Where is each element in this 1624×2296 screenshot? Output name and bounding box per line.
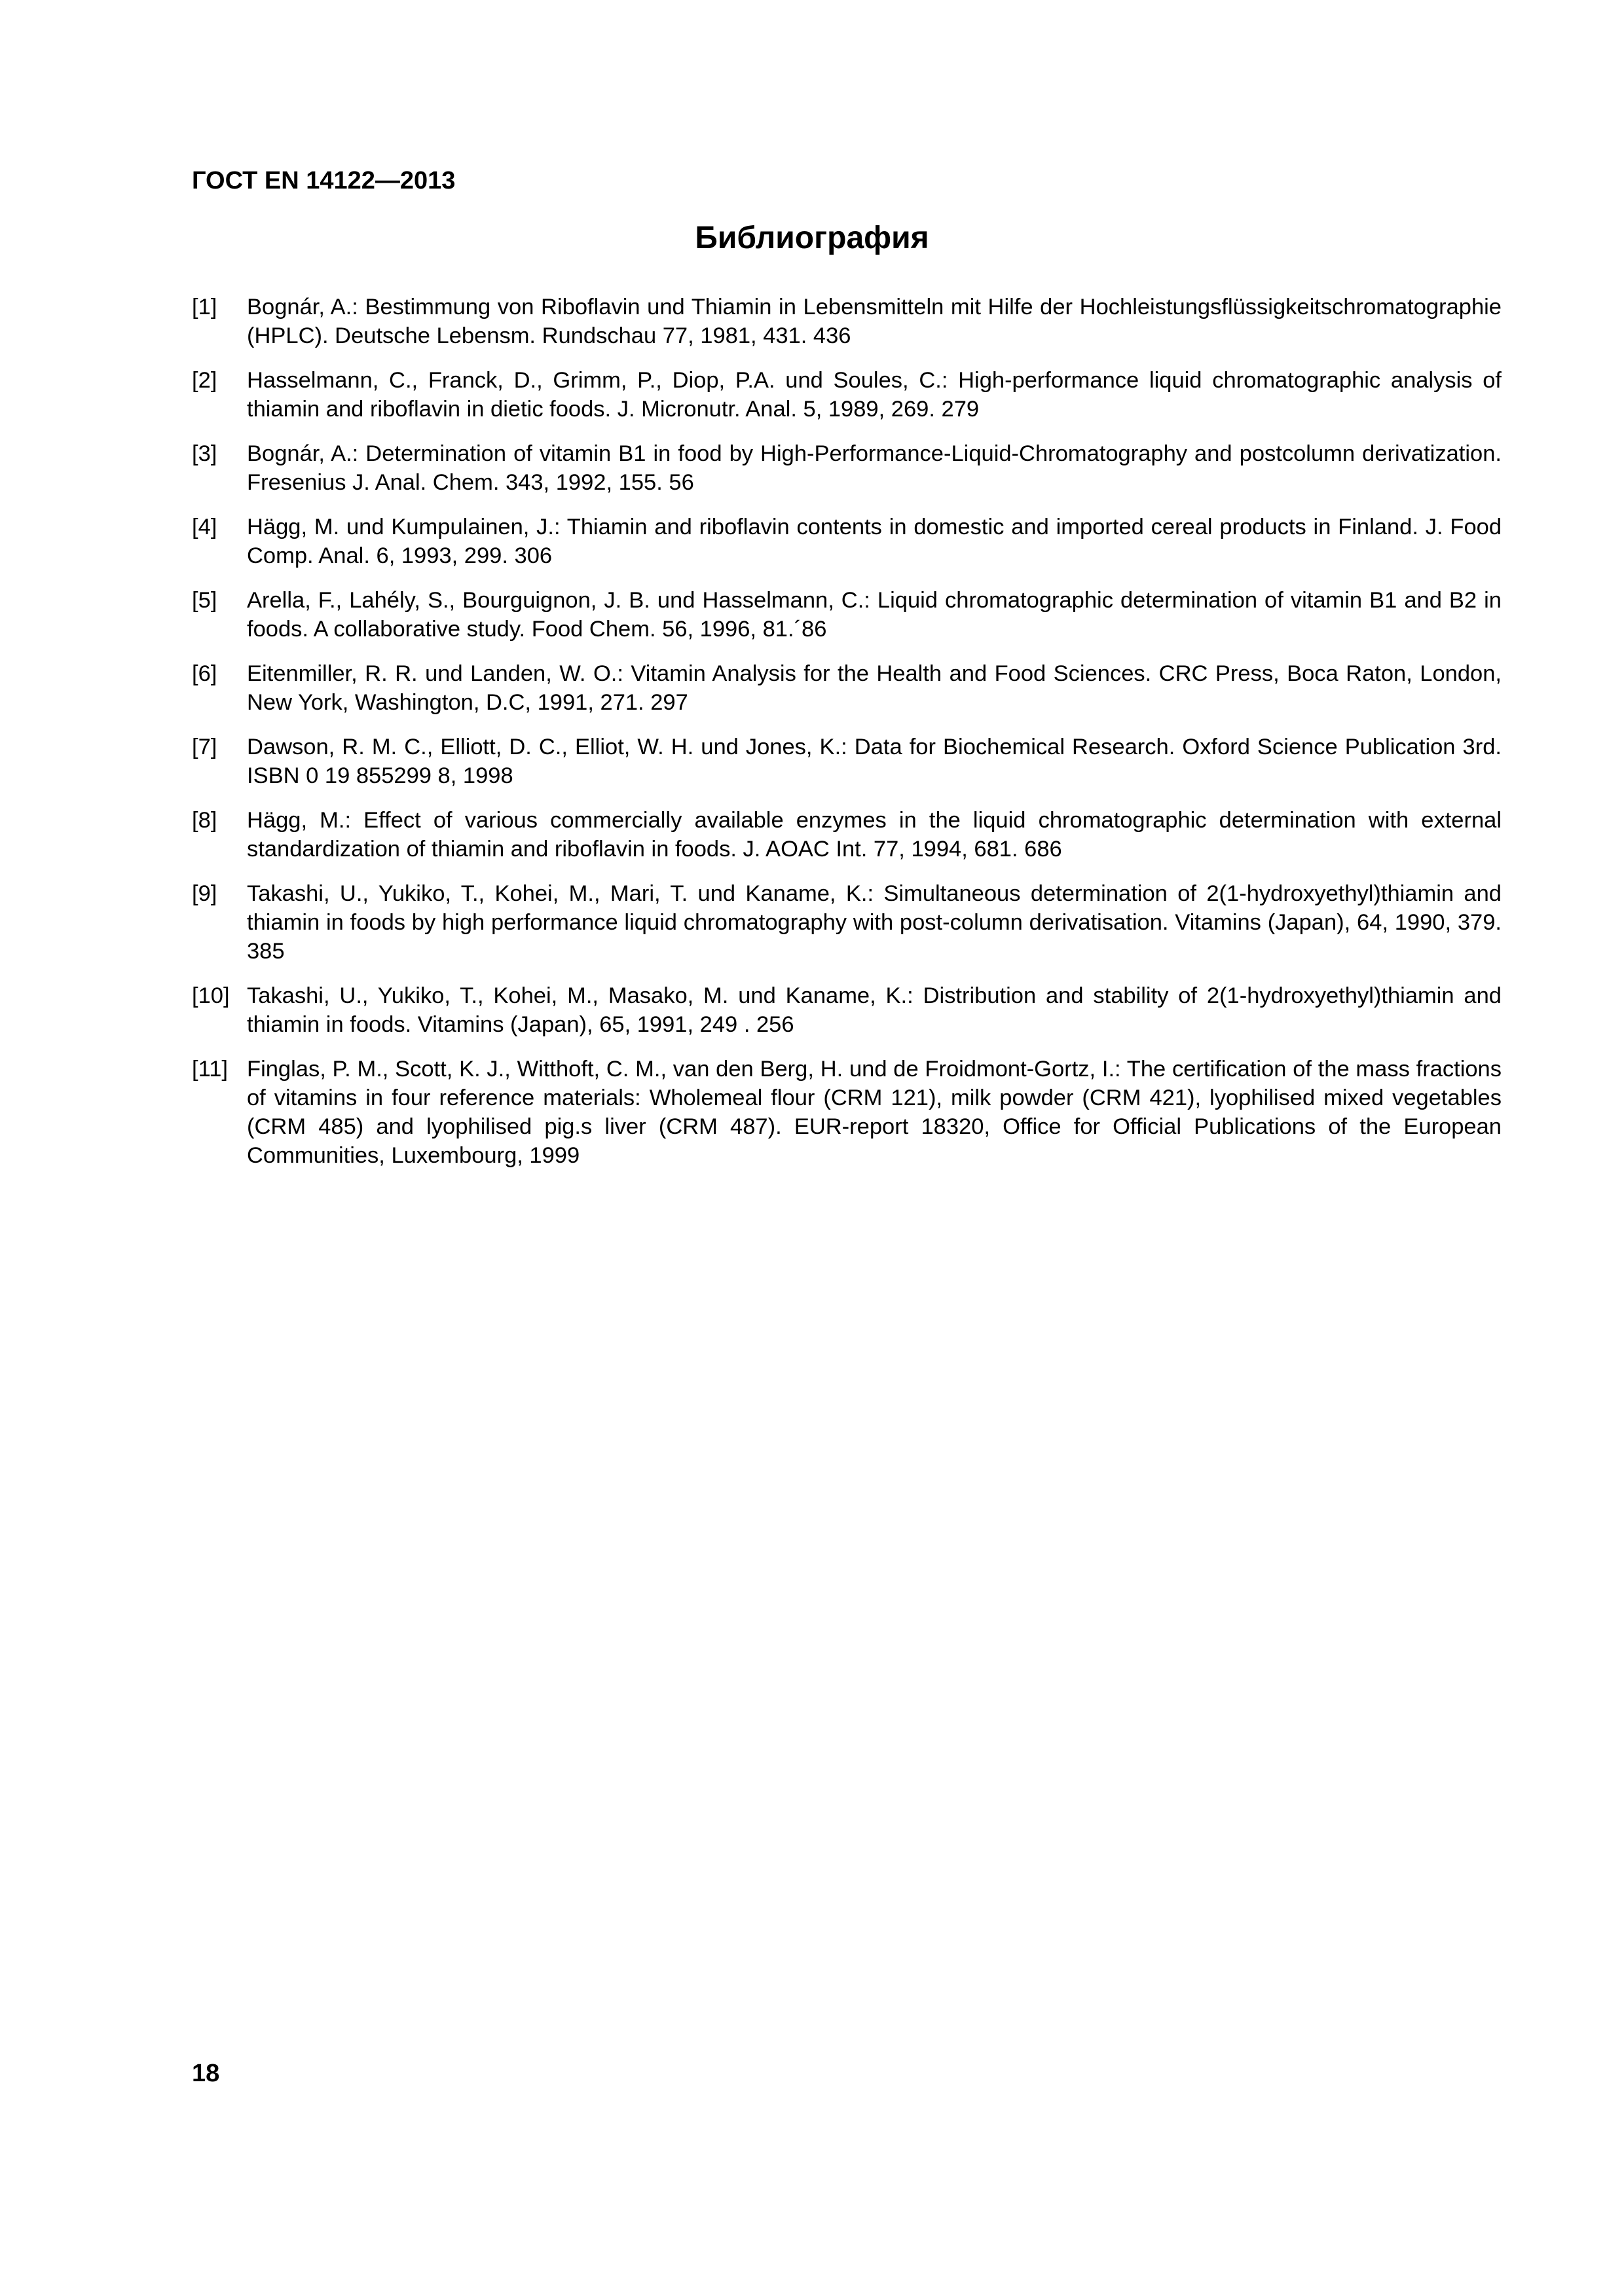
reference-text: Arella, F., Lahély, S., Bourguignon, J. B. und Hasselmann, C.: Liquid chromatographic determination of vitamin B1 and B2 in foods. A collaborative study. Food Chem. 56, 1996, 81.´86 (247, 588, 1502, 642)
reference-number: [6] (192, 661, 217, 686)
page-number: 18 (192, 2060, 220, 2087)
reference-number: [7] (192, 735, 217, 759)
reference-number: [4] (192, 515, 217, 539)
reference-number: [9] (192, 881, 217, 906)
bibliography-entry (192, 513, 1502, 570)
reference-number: [2] (192, 368, 217, 393)
bibliography-entry (192, 806, 1502, 864)
bibliography-list (192, 293, 1502, 1186)
bibliography-entry (192, 733, 1502, 790)
bibliography-entry (192, 366, 1502, 424)
bibliography-entry (192, 879, 1502, 966)
reference-number: [11] (192, 1057, 228, 1082)
reference-text: Takashi, U., Yukiko, T., Kohei, M., Mari, T. und Kaname, K.: Simultaneous determination of 2(1-hydroxyethyl)thiamin and thiamin in foods by high performance liquid chromatography with post-column derivatisation. Vitamins (Japan), 64, 1990, 379. 385 (247, 881, 1502, 964)
bibliography-entry (192, 1055, 1502, 1170)
bibliography-entry (192, 659, 1502, 717)
reference-number: [1] (192, 295, 217, 319)
bibliography-entry (192, 439, 1502, 497)
reference-text: Hasselmann, C., Franck, D., Grimm, P., Diop, P.A. und Soules, C.: High-performance liquid chromatographic analysis of thiamin and riboflavin in dietic foods. J. Micronutr. Anal. 5, 1989, 269. 279 (247, 368, 1502, 422)
reference-number: [8] (192, 808, 217, 833)
reference-text: Hägg, M. und Kumpulainen, J.: Thiamin and riboflavin contents in domestic and imported cereal products in Finland. J. Food Comp. Anal. 6, 1993, 299. 306 (247, 515, 1502, 568)
reference-number: [3] (192, 441, 217, 466)
reference-text: Dawson, R. M. C., Elliott, D. C., Elliot, W. H. und Jones, K.: Data for Biochemical Research. Oxford Science Publication 3rd. ISBN 0 19 855299 8, 1998 (247, 735, 1502, 788)
reference-text: Bognár, A.: Determination of vitamin B1 in food by High-Performance-Liquid-Chromatography and postcolumn derivatization. Fresenius J. Anal. Chem. 343, 1992, 155. 56 (247, 441, 1502, 495)
reference-text: Eitenmiller, R. R. und Landen, W. O.: Vitamin Analysis for the Health and Food Sciences. CRC Press, Boca Raton, London, New York, Washington, D.C, 1991, 271. 297 (247, 661, 1502, 715)
reference-number: [5] (192, 588, 217, 613)
bibliography-entry (192, 586, 1502, 644)
reference-text: Finglas, P. M., Scott, K. J., Witthoft, C. M., van den Berg, H. und de Froidmont-Gortz, I.: The certification of the mass fractions of vitamins in four reference materials: Wholemeal flour (CRM 121), milk powder (CRM 421), lyophilised mixed vegetables (CRM 485) and lyophilised pig.s liver (CRM 487). EUR-report 18320, Office for Official Publications of the European Communities, Luxembourg, 1999 (247, 1057, 1502, 1168)
document-code: ГОСТ EN 14122—2013 (192, 167, 456, 194)
reference-text: Hägg, M.: Effect of various commercially available enzymes in the liquid chromatographic determination with external standardization of thiamin and riboflavin in foods. J. AOAC Int. 77, 1994, 681. 686 (247, 808, 1502, 862)
bibliography-entry (192, 981, 1502, 1039)
page-title: Библиография (695, 221, 929, 255)
bibliography-entry (192, 293, 1502, 350)
reference-number: [10] (192, 983, 230, 1008)
reference-text: Takashi, U., Yukiko, T., Kohei, M., Masako, M. und Kaname, K.: Distribution and stability of 2(1-hydroxyethyl)thiamin and thiamin in foods. Vitamins (Japan), 65, 1991, 249 . 256 (247, 983, 1502, 1037)
reference-text: Bognár, A.: Bestimmung von Riboflavin und Thiamin in Lebensmitteln mit Hilfe der Hochleistungsflüssigkeitschromatographie (HPLC). Deutsche Lebensm. Rundschau 77, 1981, 431. 436 (247, 295, 1502, 348)
